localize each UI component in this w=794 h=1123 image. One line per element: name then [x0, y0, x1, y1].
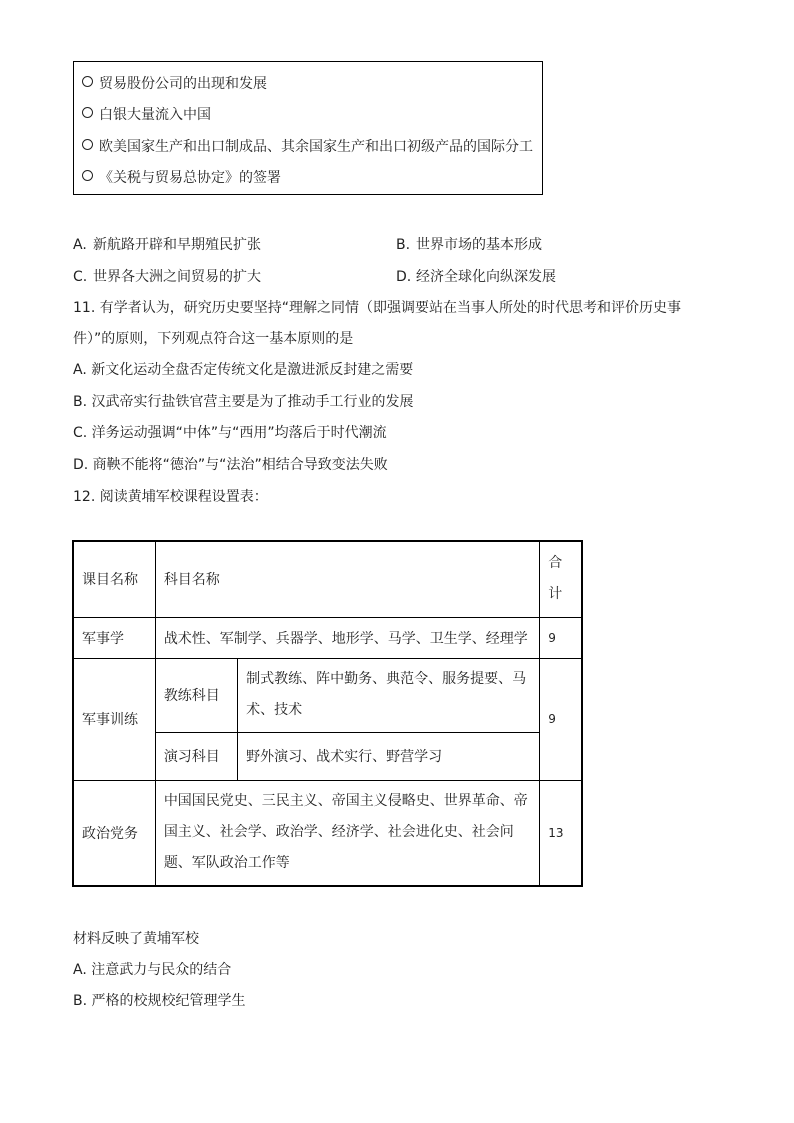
q12-after-text: 材料反映了黄埔军校: [73, 931, 199, 947]
course-table: [72, 540, 583, 887]
q11-stem-line2: 件）”的原则，下列观点符合这一基本原则的是: [73, 331, 354, 347]
circle-icon: [82, 170, 93, 181]
box-option-2: 白银大量流入中国: [82, 104, 211, 124]
q10-option-b: B. 世界市场的基本形成: [396, 237, 542, 253]
table-header-row: [73, 541, 582, 617]
q11-option-a: A. 新文化运动全盘否定传统文化是激进派反封建之需要: [73, 362, 414, 378]
q11-option-b: B. 汉武帝实行盐铁官营主要是为了推动手工行业的发展: [73, 394, 414, 410]
box-option-4: 《关税与贸易总协定》的签署: [82, 167, 281, 187]
q10-option-d: D. 经济全球化向纵深发展: [396, 269, 556, 285]
box-option-3: 欧美国家生产和出口制成品、其余国家生产和出口初级产品的国际分工: [82, 136, 533, 156]
table-row-military-science: 军事学 战术性、军制学、兵器学、地形学、马学、卫生学、经理学 9: [73, 617, 582, 658]
table-row-politics: 政治党务 中国国民党史、三民主义、帝国主义侵略史、世界革命、帝 国主义、社会学、政治学、经济学、社会进化史、社会问 题、军队政治工作等 13: [73, 780, 582, 886]
circle-icon: [82, 107, 93, 118]
q11-option-d: D. 商鞅不能将“德治”与“法治”相结合导致变法失败: [73, 457, 388, 473]
q12-option-a: A. 注意武力与民众的结合: [73, 962, 232, 978]
q11-option-c: C. 洋务运动强调“中体”与“西用”均落后于时代潮流: [73, 425, 387, 441]
q10-option-c: C. 世界各大洲之间贸易的扩大: [73, 269, 261, 285]
header-subject-name: 科目名称: [155, 541, 539, 617]
material-box: [73, 61, 543, 195]
circle-icon: [82, 139, 93, 150]
q12-stem: 12. 阅读黄埔军校课程设置表：: [73, 489, 268, 505]
circle-icon: [82, 76, 93, 87]
table-row-military-training-drill: 军事训练 教练科目 制式教练、阵中勤务、典范令、服务提要、马 术、技术 9: [73, 658, 582, 732]
q11-stem-line1: 11. 有学者认为，研究历史要坚持“理解之同情（即强调要站在当事人所处的时代思考和评价历史事: [73, 300, 681, 316]
header-total: 合 计: [540, 541, 582, 617]
q12-option-b: B. 严格的校规校纪管理学生: [73, 993, 246, 1009]
q10-option-a: A. 新航路开辟和早期殖民扩张: [73, 237, 261, 253]
box-option-1: 贸易股份公司的出现和发展: [82, 73, 267, 93]
header-course-name: 课目名称: [73, 541, 155, 617]
table-row-military-training-exercise: 演习科目 野外演习、战术实行、野营学习: [73, 732, 582, 780]
